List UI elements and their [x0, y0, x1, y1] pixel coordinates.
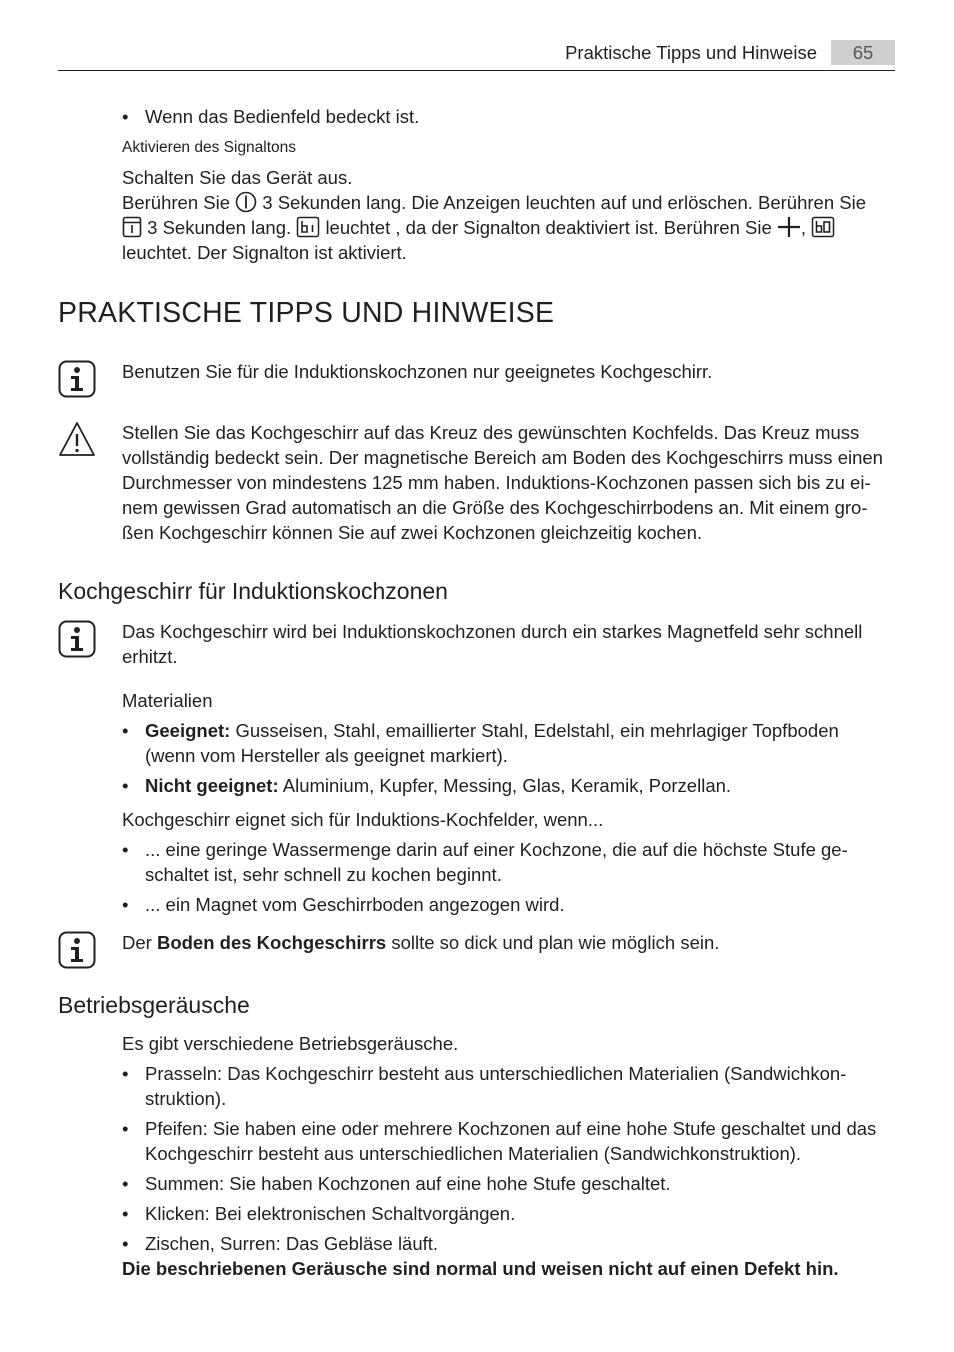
suitability-intro: Kochgeschirr eignet sich für Induktions-Kochfelder, wenn...: [122, 809, 604, 830]
instruction-text: 3 Sekunden lang. Die Anzeigen leuchten auf und erlöschen. Berühren Sie: [262, 192, 866, 213]
header-rule: [58, 70, 895, 71]
warning-line: nem gewissen Grad automatisch an die Größe des Kochgeschirrbodens an. Mit einem gro-: [122, 497, 868, 518]
info-line: erhitzt.: [122, 646, 178, 667]
noise-intro: Es gibt verschiedene Betriebsgeräusche.: [122, 1033, 459, 1054]
list-item: • Zischen, Surren: Das Gebläse läuft.: [122, 1231, 892, 1256]
info-note: [122, 619, 894, 669]
list-item-text: • Pfeifen: Sie haben eine oder mehrere Kochzonen auf eine hohe Stufe geschaltet und das: [145, 1118, 877, 1139]
info-icon: [58, 931, 96, 969]
warning-line: ßen Kochgeschirr können Sie auf zwei Kochzonen gleichzeitig kochen.: [122, 522, 703, 543]
info-note: Benutzen Sie für die Induktionskochzonen nur geeignetes Kochgeschirr.: [122, 361, 713, 382]
warning-line: Durchmesser von mindestens 125 mm haben. Induktions-Kochzonen passen sich bis zu ei-: [122, 472, 871, 493]
list-item: [122, 837, 892, 887]
timer-icon: [122, 216, 142, 238]
materials-label: Materialien: [122, 690, 213, 711]
warning-line: vollständig bedeckt sein. Der magnetische Bereich am Boden des Kochgeschirrs muss einen: [122, 447, 883, 468]
instruction-line: Schalten Sie das Gerät aus.: [122, 167, 353, 188]
instruction-line: leuchtet. Der Signalton ist aktiviert.: [122, 242, 407, 263]
list-item-text: • ... eine geringe Wassermenge darin auf einer Kochzone, die auf die höchste Stufe ge-: [145, 839, 848, 860]
list-item: [122, 718, 892, 768]
warning-icon: [58, 420, 96, 458]
list-item-text: schaltet ist, sehr schnell zu kochen beginnt.: [145, 864, 502, 885]
warning-note: [122, 420, 894, 545]
info-icon: [58, 360, 96, 398]
instruction-text: ,: [800, 217, 807, 238]
list-item: [122, 773, 892, 798]
subsection-heading-cookware: Kochgeschirr für Induktionskochzonen: [58, 578, 448, 604]
info-text: Der: [122, 932, 152, 953]
list-item: • Summen: Sie haben Kochzonen auf eine hohe Stufe geschaltet.: [122, 1171, 892, 1196]
unsuitable-label: Nicht geeignet:: [145, 775, 279, 796]
subsection-heading-noise: Betriebsgeräusche: [58, 992, 250, 1018]
section-title: PRAKTISCHE TIPPS UND HINWEISE: [58, 297, 555, 329]
power-icon: [235, 191, 257, 213]
list-item: • Klicken: Bei elektronischen Schaltvorgängen.: [122, 1201, 892, 1226]
display-off-icon: [296, 216, 320, 238]
list-item-text: (wenn vom Hersteller als geeignet markiert).: [145, 745, 508, 766]
info-note: [122, 930, 894, 955]
instruction-line: [122, 215, 894, 240]
list-item-text: struktion).: [145, 1088, 227, 1109]
list-item: [122, 1116, 892, 1166]
list-item: • ... ein Magnet vom Geschirrboden angezogen wird.: [122, 892, 892, 917]
info-line: Das Kochgeschirr wird bei Induktionskochzonen durch ein starkes Magnetfeld sehr schnell: [122, 621, 863, 642]
list-item: [122, 1061, 892, 1111]
plus-icon: [777, 216, 801, 238]
list-item-text: Gusseisen, Stahl, emaillierter Stahl, Edelstahl, ein mehrlagiger Topfboden: [235, 720, 839, 741]
display-on-icon: [811, 216, 835, 238]
noise-closing: Die beschriebenen Geräusche sind normal und weisen nicht auf einen Defekt hin.: [122, 1258, 839, 1279]
instruction-line: [122, 190, 894, 215]
suitable-label: Geeignet:: [145, 720, 231, 741]
list-item-text: Aluminium, Kupfer, Messing, Glas, Keramik, Porzellan.: [282, 775, 732, 796]
info-emphasis: Boden des Kochgeschirrs: [156, 932, 387, 953]
list-item-text: • Prasseln: Das Kochgeschirr besteht aus unterschiedlichen Materialien (Sandwichkon-: [145, 1063, 847, 1084]
warning-line: Stellen Sie das Kochgeschirr auf das Kreuz des gewünschten Kochfelds. Das Kreuz muss: [122, 422, 860, 443]
page-number: 65: [831, 40, 895, 65]
instruction-text: 3 Sekunden lang.: [147, 217, 292, 238]
instruction-text: leuchtet , da der Signalton deaktiviert ist. Berühren Sie: [325, 217, 772, 238]
subheading-signal-tone: Aktivieren des Signaltons: [122, 139, 297, 156]
instruction-text: Berühren Sie: [122, 192, 230, 213]
info-text: sollte so dick und plan wie möglich sein.: [391, 932, 720, 953]
list-item-text: Kochgeschirr besteht aus unterschiedlichen Materialien (Sandwichkonstruktion).: [145, 1143, 802, 1164]
list-item: • Wenn das Bedienfeld bedeckt ist.: [122, 104, 892, 129]
running-header-title: Praktische Tipps und Hinweise: [565, 42, 817, 63]
info-icon: [58, 620, 96, 658]
